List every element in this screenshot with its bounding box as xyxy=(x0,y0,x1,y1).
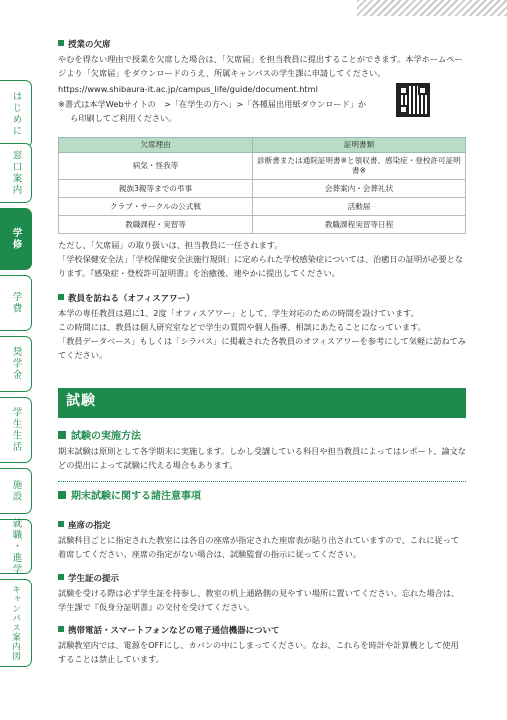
exam-method-heading: 試験の実施方法 xyxy=(58,430,141,444)
table-header-row xyxy=(59,138,466,153)
qr-corner xyxy=(418,86,427,95)
qr-corner xyxy=(399,105,408,114)
tab-shogakukin[interactable] xyxy=(0,336,32,392)
table-row xyxy=(59,198,466,216)
absence-paragraph-2: ただし、「欠席届」の取り扱いは、担当教員に一任されます。 xyxy=(58,240,283,250)
student-id-heading: 学生証の提示 xyxy=(58,572,119,586)
table-cell: 教職課程・実習等 xyxy=(59,216,253,234)
square-bullet-icon xyxy=(58,294,64,300)
table-row xyxy=(59,216,466,234)
table-cell: 診断書または通院証明書※と領収書、感染症・登校許可証明書※ xyxy=(253,153,466,180)
qr-code-icon[interactable] xyxy=(396,83,430,117)
tab-campus-map[interactable] xyxy=(0,579,32,667)
tab-shushoku-shingaku[interactable] xyxy=(0,519,32,574)
tab-label: はじめに xyxy=(10,91,22,137)
exam-method-text: 期末試験は原則として各学期末に実施します。しかし受講している科目や担当教員によってはレポート、論文などの提出によって試験に代える場合もあります。 xyxy=(58,446,466,470)
seat-heading: 座席の指定 xyxy=(58,519,111,533)
square-bullet-icon xyxy=(58,491,66,499)
square-bullet-icon xyxy=(58,574,64,580)
tab-label: 就職・進学 xyxy=(10,517,22,576)
exam-notes-heading: 期末試験に関する諸注意事項 xyxy=(58,490,201,504)
tab-shisetsu[interactable] xyxy=(0,468,32,514)
document-url[interactable]: https://www.shibaura-it.ac.jp/campus_life/guide/document.html xyxy=(58,84,318,94)
square-bullet-icon xyxy=(58,431,66,439)
tab-label: 学修 xyxy=(10,227,22,251)
exam-banner-title: 試験 xyxy=(66,393,96,409)
seat-text: 試験科目ごとに指定された教室には各自の座席が指定された座席表が貼り出されていますので、これに従って着席してください。座席の指定がない場合は、試験監督の指示に従ってください。 xyxy=(58,535,460,559)
tab-label: キャンパス案内図 xyxy=(10,585,21,661)
qr-corner xyxy=(399,86,408,95)
office-hour-heading: 教員を訪ねる（オフィスアワー） xyxy=(58,292,195,306)
absence-documents-table xyxy=(58,137,466,234)
exam-banner xyxy=(58,388,466,418)
table-cell: クラブ・サークルの公式戦 xyxy=(59,198,253,216)
absence-note: ※書式は本学Webサイトの >「在学生の方へ」>「各種届出用紙ダウンロード」から印刷してご利用ください。 xyxy=(58,99,367,123)
tab-gakusei-seikatsu[interactable] xyxy=(0,397,32,463)
tab-label: 施設 xyxy=(10,479,22,503)
tab-label: 奨学金 xyxy=(10,346,22,382)
table-cell: 会葬案内・会葬礼状 xyxy=(253,180,466,198)
tab-label: 窓口案内 xyxy=(10,150,22,196)
table-cell: 親族3親等までの弔事 xyxy=(59,180,253,198)
absence-heading: 授業の欠席 xyxy=(58,38,111,52)
table-header: 欠席理由 xyxy=(59,138,253,153)
table-cell: 病気・怪我等 xyxy=(59,153,253,180)
tab-label: 学費 xyxy=(10,291,22,315)
tab-gakushu[interactable] xyxy=(0,208,32,270)
office-hour-paragraph-1: 本学の専任教員は週に1、2度「オフィスアワー」として、学生対応のための時間を設けています。 xyxy=(58,308,419,318)
table-cell: 活動届 xyxy=(253,198,466,216)
phone-text: 試験教室内では、電源をOFFにし、カバンの中にしまってください。なお、これらを時計や計算機として使用することは禁止しています。 xyxy=(58,640,459,664)
table-row xyxy=(59,180,466,198)
square-bullet-icon xyxy=(58,521,64,527)
table-header: 証明書類 xyxy=(253,138,466,153)
tab-gakuhi[interactable] xyxy=(0,275,32,331)
square-bullet-icon xyxy=(58,626,64,632)
absence-paragraph: やむを得ない理由で授業を欠席した場合は、「欠席届」を担当教員に提出することができます。本学ホームページより「欠席届」をダウンロードのうえ、所属キャンパスの学生課に申請してください。 xyxy=(58,54,463,78)
phone-heading: 携帯電話・スマートフォンなどの電子通信機器について xyxy=(58,624,279,638)
office-hour-paragraph-2: この時間には、教員は個人研究室などで学生の質問や個人指導、相談にあたることになっています。 xyxy=(58,322,426,332)
square-bullet-icon xyxy=(58,40,64,46)
tab-madoguchi[interactable] xyxy=(0,143,32,203)
student-id-text: 試験を受ける際は必ず学生証を持参し、教室の机上通路側の見やすい場所に置いてください。忘れた場合は、学生課で『仮身分証明書』の交付を受けてください。 xyxy=(58,588,460,612)
office-hour-paragraph-3: 「教員データベース」もしくは「シラバス」に掲載された各教員のオフィスアワーを参考にして気軽に訪ねてみてください。 xyxy=(58,336,466,360)
table-row xyxy=(59,153,466,180)
table-cell: 教職課程実習等日程 xyxy=(253,216,466,234)
dotted-divider xyxy=(58,481,466,482)
decorative-stripe xyxy=(357,0,507,16)
absence-paragraph-3: 「学校保健安全法」「学校保健安全法施行規則」に定められた学校感染症については、治癒日の証明が必要となります。『感染症・登校許可証明書』を治癒後、速やかに提出してください。 xyxy=(58,254,464,278)
tab-label: 学生生活 xyxy=(10,407,22,453)
tab-hajimeni[interactable] xyxy=(0,80,32,148)
